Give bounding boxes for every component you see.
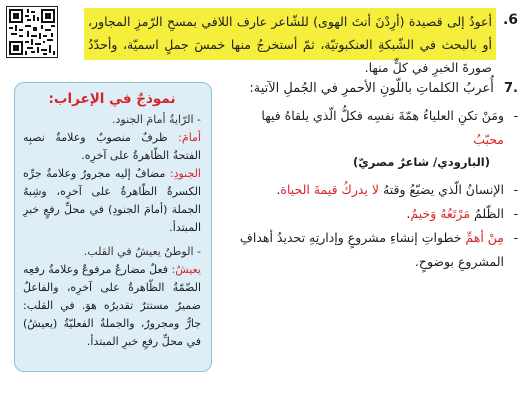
- bullet: -: [513, 108, 518, 123]
- question-7-heading: [228, 78, 518, 100]
- question-number: .6: [502, 12, 518, 28]
- sentence-text: الإنسانُ الّذي يضيّعُ وقتهُ: [379, 182, 504, 197]
- sentence-end: .: [276, 182, 281, 197]
- red-word: لا يدركُ قيمةَ الحياة: [280, 182, 380, 197]
- parse-text: ظرفٌ منصوبٌ وعلامةُ نصبِه الفتحةُ الظّاهرةُ على آخرِه.: [23, 131, 201, 162]
- question-6: [6, 6, 518, 75]
- bullet: -: [513, 206, 518, 221]
- list-item: [228, 202, 518, 226]
- question-number: .7: [504, 81, 518, 96]
- parse-text: مضافٌ إليه مجرورٌ وعلامةُ جرِّه الكسرةُ الظّاهرةُ على آخرِه، وشِبهُ الجملة (أمامَ الجنودِ) في محلِّ رفعٍ خبرِ المبتدأ.: [23, 167, 201, 234]
- parse-text: فعلٌ مضارعٌ مرفوعٌ وعلامةُ رفعِه الضّمّةُ الظّاهرةُ على آخرِه، والفاعلُ ضميرٌ مستترٌ تقديرُه هوَ. في القلب: جارٌّ ومجرورٌ، والجملةُ الفعليّةُ (يعيشُ) في محلِّ رفعِ خبرِ المبتدأ.: [23, 263, 201, 348]
- poem-source: (البارودي/ شاعرٌ مصريّ): [353, 155, 490, 169]
- box-title: نموذجٌ في الإعراب:: [48, 91, 176, 107]
- parsed-word-label: يعيشُ:: [171, 263, 201, 276]
- heading-text: أُعربُ الكلماتِ باللّونِ الأحمرِ في الجُملِ الآتية:: [249, 81, 494, 96]
- list-item: [228, 104, 518, 152]
- sentence-text: خطواتِ إنشاءِ مشروعٍ وإدارتِهِ تحديدُ أهدافِ المشروعِ بوضوحٍ.: [239, 230, 504, 269]
- parse-paragraph: [23, 129, 201, 165]
- sentence-text: ومَنْ تكنِ العلياءُ همّةَ نفسِه فكلُّ الّذي يلقاهُ فيها: [261, 108, 504, 123]
- example-sentence: - الرّايةُ أمامَ الجنود.: [112, 113, 201, 126]
- parse-paragraph: [23, 261, 201, 351]
- question-6-text: أعودُ إلى قصيدة (أرِدْنَ أنتَ الهوى) للشّاعر عارف اللافي بمسحِ الرّمزِ المجاور، أو بالبحث في الشّبكةِ العنكبوتيّة، ثمّ أستخرجُ منها خمسَ جملٍ اسميّة، وأحدّدُ صورةَ الخبرِ في كلٍّ منها.: [84, 8, 496, 60]
- bullet: -: [513, 230, 518, 245]
- sentence-end: .: [406, 206, 411, 221]
- parsed-word-label: أمامَ:: [178, 131, 201, 144]
- qr-code-icon[interactable]: [6, 6, 58, 58]
- red-word: محبّبُ: [473, 132, 504, 147]
- parsed-word-label: الجنودِ:: [169, 167, 201, 180]
- sentence-text: الظّلمُ: [470, 206, 504, 221]
- red-word: مَرْتَعُهُ وَخيمٌ: [410, 206, 471, 221]
- red-word: مِنْ أهمِّ: [465, 230, 504, 245]
- bullet: -: [513, 182, 518, 197]
- parse-paragraph: [23, 165, 201, 237]
- list-item: [228, 178, 518, 202]
- example-sentence: - الوطنُ يعيشُ في القلب.: [83, 245, 201, 258]
- list-item: [228, 226, 518, 274]
- parsing-example-box: [14, 82, 212, 372]
- question-7: [228, 78, 518, 274]
